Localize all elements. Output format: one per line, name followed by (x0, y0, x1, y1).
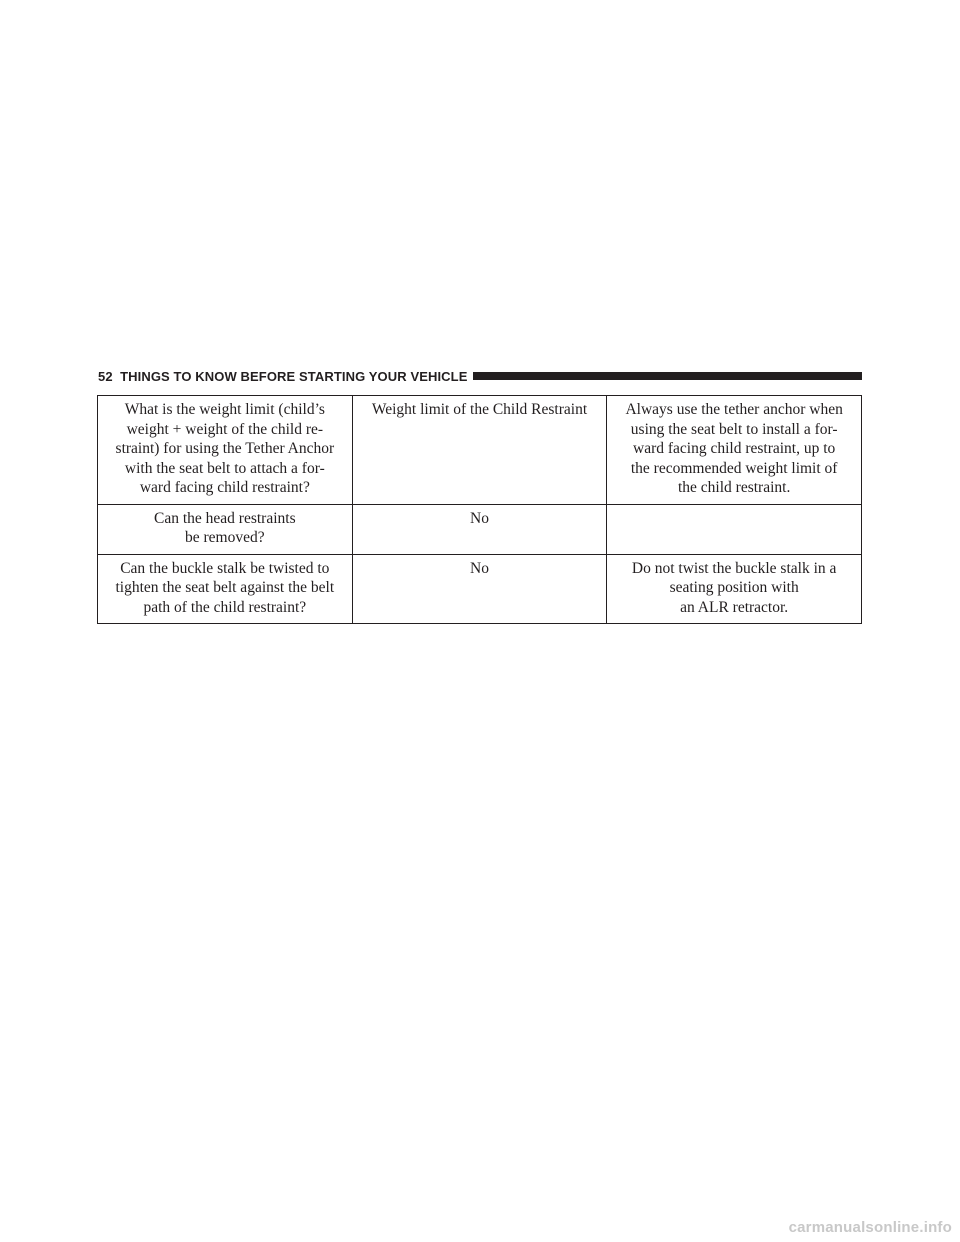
question-cell (98, 396, 353, 505)
table-row (98, 396, 862, 505)
question-text: Can the head restraints be removed? (154, 509, 296, 546)
section-title: THINGS TO KNOW BEFORE STARTING YOUR VEHICLE (120, 368, 468, 384)
page-header (98, 366, 862, 386)
notes-cell (607, 396, 862, 505)
header-text (98, 369, 467, 384)
answer-cell (352, 396, 607, 505)
page-number: 52 (98, 368, 113, 384)
question-cell (98, 504, 353, 554)
header-rule (473, 372, 862, 380)
table-row (98, 554, 862, 624)
question-text: What is the weight limit (child’s weight + weight of the child re- straint) for using the Tether Anchor with the seat belt to attach a for- ward facing child restraint? (115, 401, 335, 496)
watermark: carmanualsonline.info (788, 1219, 952, 1236)
notes-cell (607, 504, 862, 554)
notes-text: Do not twist the buckle stalk in a seating position with an ALR retractor. (631, 559, 837, 616)
question-text: Can the buckle stalk be twisted to tighten the seat belt against the belt path of the child restraint? (115, 559, 335, 616)
table-row (98, 504, 862, 554)
answer-text: No (470, 559, 489, 577)
child-restraint-table (97, 395, 862, 624)
notes-text: Always use the tether anchor when using the seat belt to install a for- ward facing child restraint, up to the recommended weight limit of the child restraint. (625, 401, 843, 496)
answer-text: Weight limit of the Child Restraint (371, 401, 588, 418)
notes-cell (607, 554, 862, 624)
question-cell (98, 554, 353, 624)
answer-text: No (470, 509, 489, 527)
answer-cell (352, 504, 607, 554)
answer-cell (352, 554, 607, 624)
